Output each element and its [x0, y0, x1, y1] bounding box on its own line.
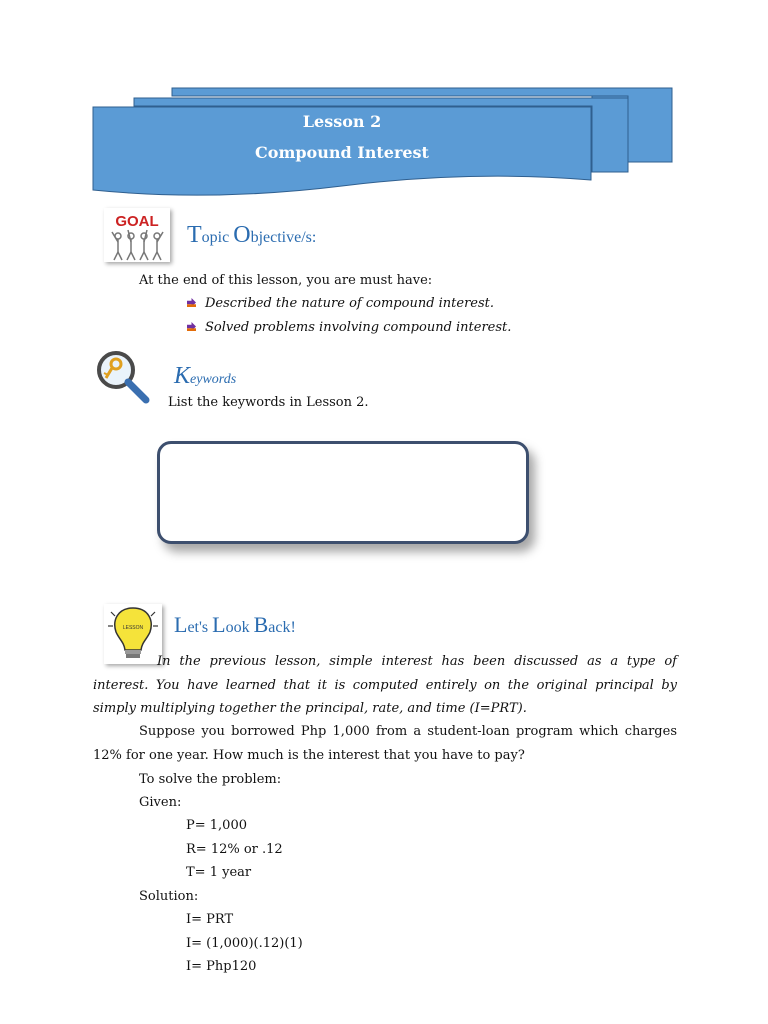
given-label: Given:	[139, 795, 182, 810]
magnifier-key-icon	[94, 348, 152, 406]
keywords-answer-box[interactable]	[157, 441, 529, 544]
lesson-title: Compound Interest	[255, 143, 429, 162]
objective-item	[187, 316, 511, 340]
objective-text: Described the nature of compound interest.	[205, 296, 495, 311]
keywords-heading: Keywords	[174, 363, 237, 389]
solution-step: I= (1,000)(.12)(1)	[186, 936, 303, 951]
objective-text: Solved problems involving compound interest.	[205, 320, 512, 335]
lightbulb-icon-text: LESSON	[122, 625, 144, 631]
given-item: R= 12% or .12	[186, 842, 283, 857]
objectives-heading: Topic Objective/s:	[187, 222, 317, 248]
keywords-instruction: List the keywords in Lesson 2.	[168, 395, 369, 410]
goal-icon	[104, 208, 170, 262]
given-item: T= 1 year	[186, 865, 252, 880]
arrow-bullet-icon	[187, 298, 196, 307]
goal-icon-text: GOAL	[115, 213, 159, 230]
lesson-number: Lesson 2	[302, 112, 382, 131]
banner-text	[92, 106, 592, 168]
look-back-paragraph-2: Suppose you borrowed Php 1,000 from a student-loan program which charges 12% for one year. How much is the interest that you have to pay?	[93, 724, 677, 763]
arrow-bullet-icon	[187, 322, 196, 331]
solution-step: I= PRT	[186, 912, 234, 927]
to-solve-label: To solve the problem:	[139, 772, 282, 787]
objective-item	[187, 292, 494, 316]
look-back-paragraph-1: In the previous lesson, simple interest has been discussed as a type of interest. You have learned that it is computed entirely on the original principal by simply multiplying together the principal, rate, and time (I=PRT).	[93, 654, 677, 716]
given-item: P= 1,000	[186, 818, 247, 833]
solution-step: I= Php120	[186, 959, 257, 974]
look-back-heading: Let's Look Back!	[174, 612, 296, 637]
solution-label: Solution:	[139, 889, 199, 904]
objectives-intro: At the end of this lesson, you are must have:	[139, 273, 433, 288]
